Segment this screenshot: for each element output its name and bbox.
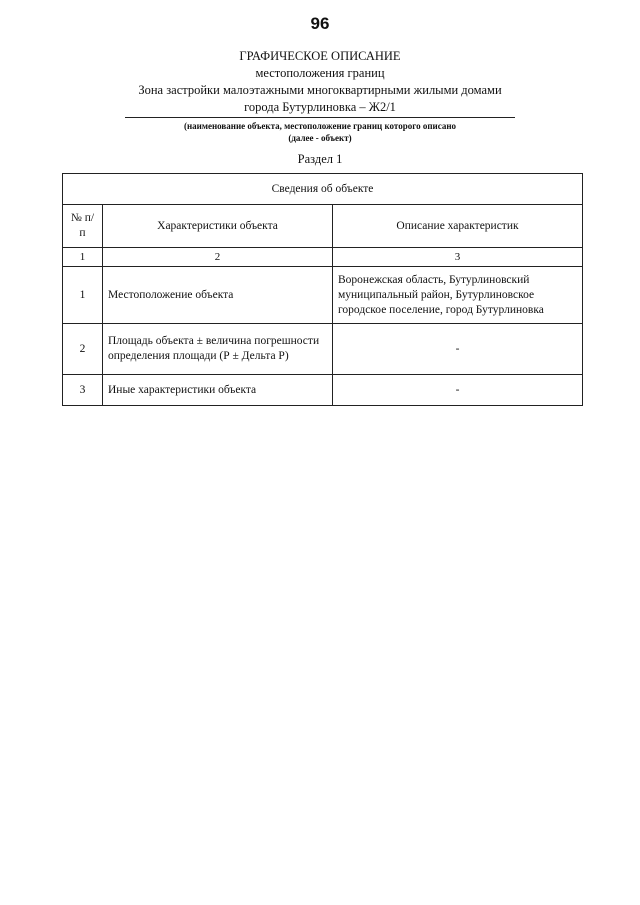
column-index-3: 3 [333, 248, 583, 267]
table-row [63, 267, 583, 324]
table-header-row [63, 205, 583, 248]
column-index-2: 2 [103, 248, 333, 267]
row-characteristic: Местоположение объекта [103, 267, 333, 324]
row-num: 2 [63, 324, 103, 375]
row-description: Воронежская область, Бутурлиновский муниципальный район, Бутурлиновское городское поселение, город Бутурлиновка [333, 267, 583, 324]
caption-line-2: (далее - объект) [288, 133, 352, 143]
row-characteristic: Иные характеристики объекта [103, 375, 333, 406]
row-num: 3 [63, 375, 103, 406]
header-description: Описание характеристик [333, 205, 583, 248]
section-title: Раздел 1 [297, 152, 343, 166]
heading-city: города Бутурлиновка – Ж2/1 [244, 100, 396, 114]
table-row [63, 375, 583, 406]
row-num: 1 [63, 267, 103, 324]
page-number: 96 [310, 14, 330, 33]
object-info-table [62, 173, 583, 406]
row-characteristic: Площадь объекта ± величина погрешности определения площади (Р ± Дельта Р) [103, 324, 333, 375]
heading-subtitle: местоположения границ [255, 66, 385, 80]
row-description: - [333, 375, 583, 406]
caption-line-1: (наименование объекта, местоположение границ которого описано [183, 121, 457, 131]
document-heading [0, 48, 640, 116]
heading-zone-name: Зона застройки малоэтажными многоквартирными жилыми домами [138, 83, 502, 97]
header-characteristics: Характеристики объекта [103, 205, 333, 248]
heading-underline [125, 117, 515, 118]
object-caption [0, 120, 640, 144]
column-index-row [63, 248, 583, 267]
column-index-1: 1 [63, 248, 103, 267]
table-row [63, 324, 583, 375]
table-title-row [63, 174, 583, 205]
table-title: Сведения об объекте [63, 174, 583, 205]
heading-title: ГРАФИЧЕСКОЕ ОПИСАНИЕ [239, 49, 401, 63]
header-num: № п/п [63, 205, 103, 248]
row-description: - [333, 324, 583, 375]
